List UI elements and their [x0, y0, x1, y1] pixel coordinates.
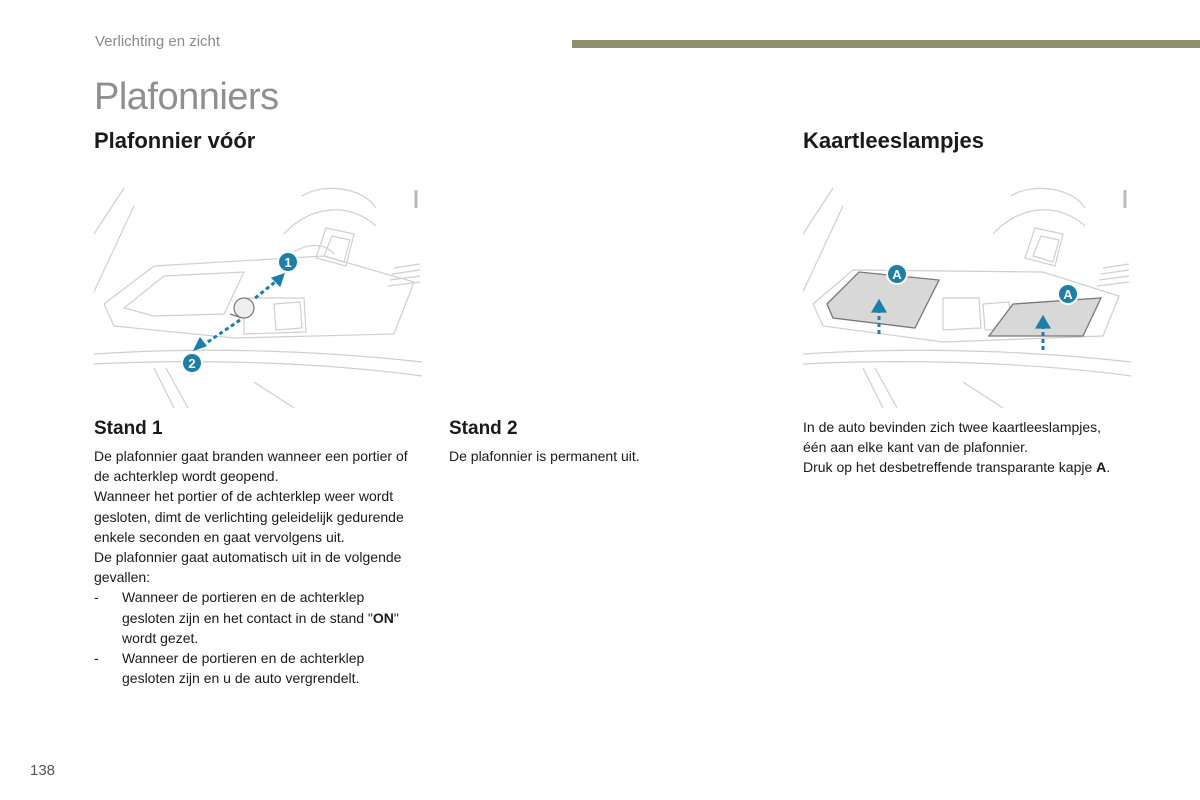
map-lights-paragraph-2: Druk op het desbetreffende transparante kapje A. — [803, 459, 1111, 476]
figure-front-dome-light — [94, 186, 422, 408]
figure-marker-2: 2 — [188, 356, 196, 371]
page-number: 138 — [30, 762, 56, 779]
stand-1-bullet-1 — [94, 587, 414, 648]
stand-1-paragraph-1: De plafonnier gaat branden wanneer een portier of de achterklep wordt geopend. — [94, 448, 408, 485]
heading-stand-1: Stand 1 — [94, 418, 163, 439]
stand-1-paragraph-3: De plafonnier gaat automatisch uit in de volgende gevallen: — [94, 549, 402, 586]
figure-marker-1: 1 — [284, 255, 292, 270]
bullet-text: Wanneer de portieren en de achterklep gesloten zijn en u de auto vergrendelt. — [122, 650, 365, 687]
section-label: Verlichting en zicht — [95, 33, 221, 50]
figure-marker-a-right: A — [1063, 287, 1073, 302]
map-lights-paragraph-1: In de auto bevinden zich twee kaartleeslampjes, één aan elke kant van de plafonnier. — [803, 419, 1102, 456]
bullet-text: Wanneer de portieren en de achterklep gesloten zijn en het contact in de stand "ON" wordt gezet. — [122, 589, 399, 646]
page-title: Plafonniers — [94, 76, 279, 118]
figure-map-lights — [803, 186, 1131, 408]
stand-1-paragraph-2: Wanneer het portier of de achterklep weer wordt gesloten, dimt de verlichting geleidelijk gedurende enkele seconden en gaat vervolgens uit. — [94, 488, 404, 545]
heading-stand-2: Stand 2 — [449, 418, 518, 439]
map-lights-text — [803, 417, 1123, 478]
bullet-marker: - — [94, 589, 99, 606]
stand-1-text — [94, 446, 414, 688]
stand-2-paragraph-1: De plafonnier is permanent uit. — [449, 448, 640, 464]
bullet-marker: - — [94, 650, 99, 667]
stand-1-bullet-2 — [94, 648, 414, 688]
figure-marker-a-left: A — [892, 267, 902, 282]
heading-map-lights: Kaartleeslampjes — [803, 128, 984, 153]
heading-front-dome-light: Plafonnier vóór — [94, 128, 256, 153]
header-rule — [572, 40, 1200, 48]
stand-2-text — [449, 446, 769, 466]
